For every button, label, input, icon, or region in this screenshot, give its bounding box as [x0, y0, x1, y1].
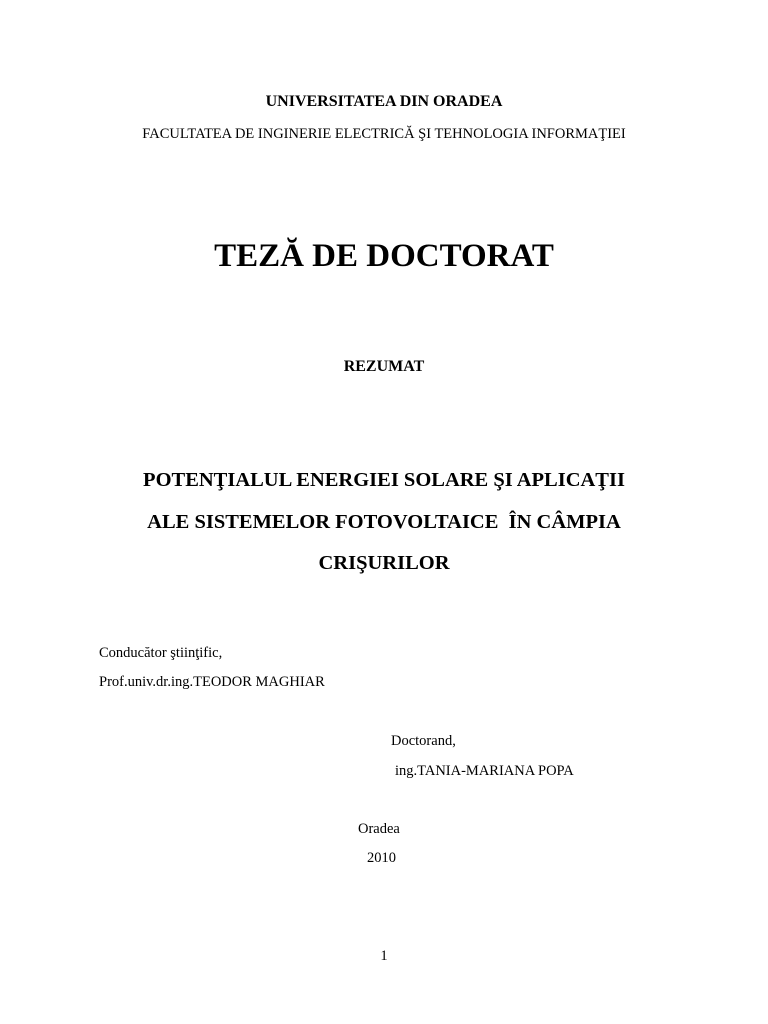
faculty-name: FACULTATEA DE INGINERIE ELECTRICĂ ŞI TEHNOLOGIA INFORMAŢIEI: [142, 126, 626, 142]
candidate-name: ing.TANIA-MARIANA POPA: [395, 763, 574, 779]
supervisor-label: Conducător ştiinţific,: [99, 645, 223, 661]
page-number: 1: [380, 948, 388, 964]
supervisor-name: Prof.univ.dr.ing.TEODOR MAGHIAR: [99, 674, 325, 690]
city: Oradea: [358, 821, 400, 837]
thesis-title-line-2: ALE SISTEMELOR FOTOVOLTAICE ÎN CÂMPIA: [147, 511, 621, 533]
thesis-title-line-1: POTENŢIALUL ENERGIEI SOLARE ŞI APLICAŢII: [143, 469, 625, 491]
thesis-title-line-3: CRIŞURILOR: [318, 552, 450, 574]
summary-label: REZUMAT: [343, 358, 425, 375]
year: 2010: [367, 850, 396, 866]
thesis-type-heading: TEZĂ DE DOCTORAT: [214, 238, 554, 274]
university-name: UNIVERSITATEA DIN ORADEA: [265, 93, 503, 110]
candidate-label: Doctorand,: [391, 733, 456, 749]
